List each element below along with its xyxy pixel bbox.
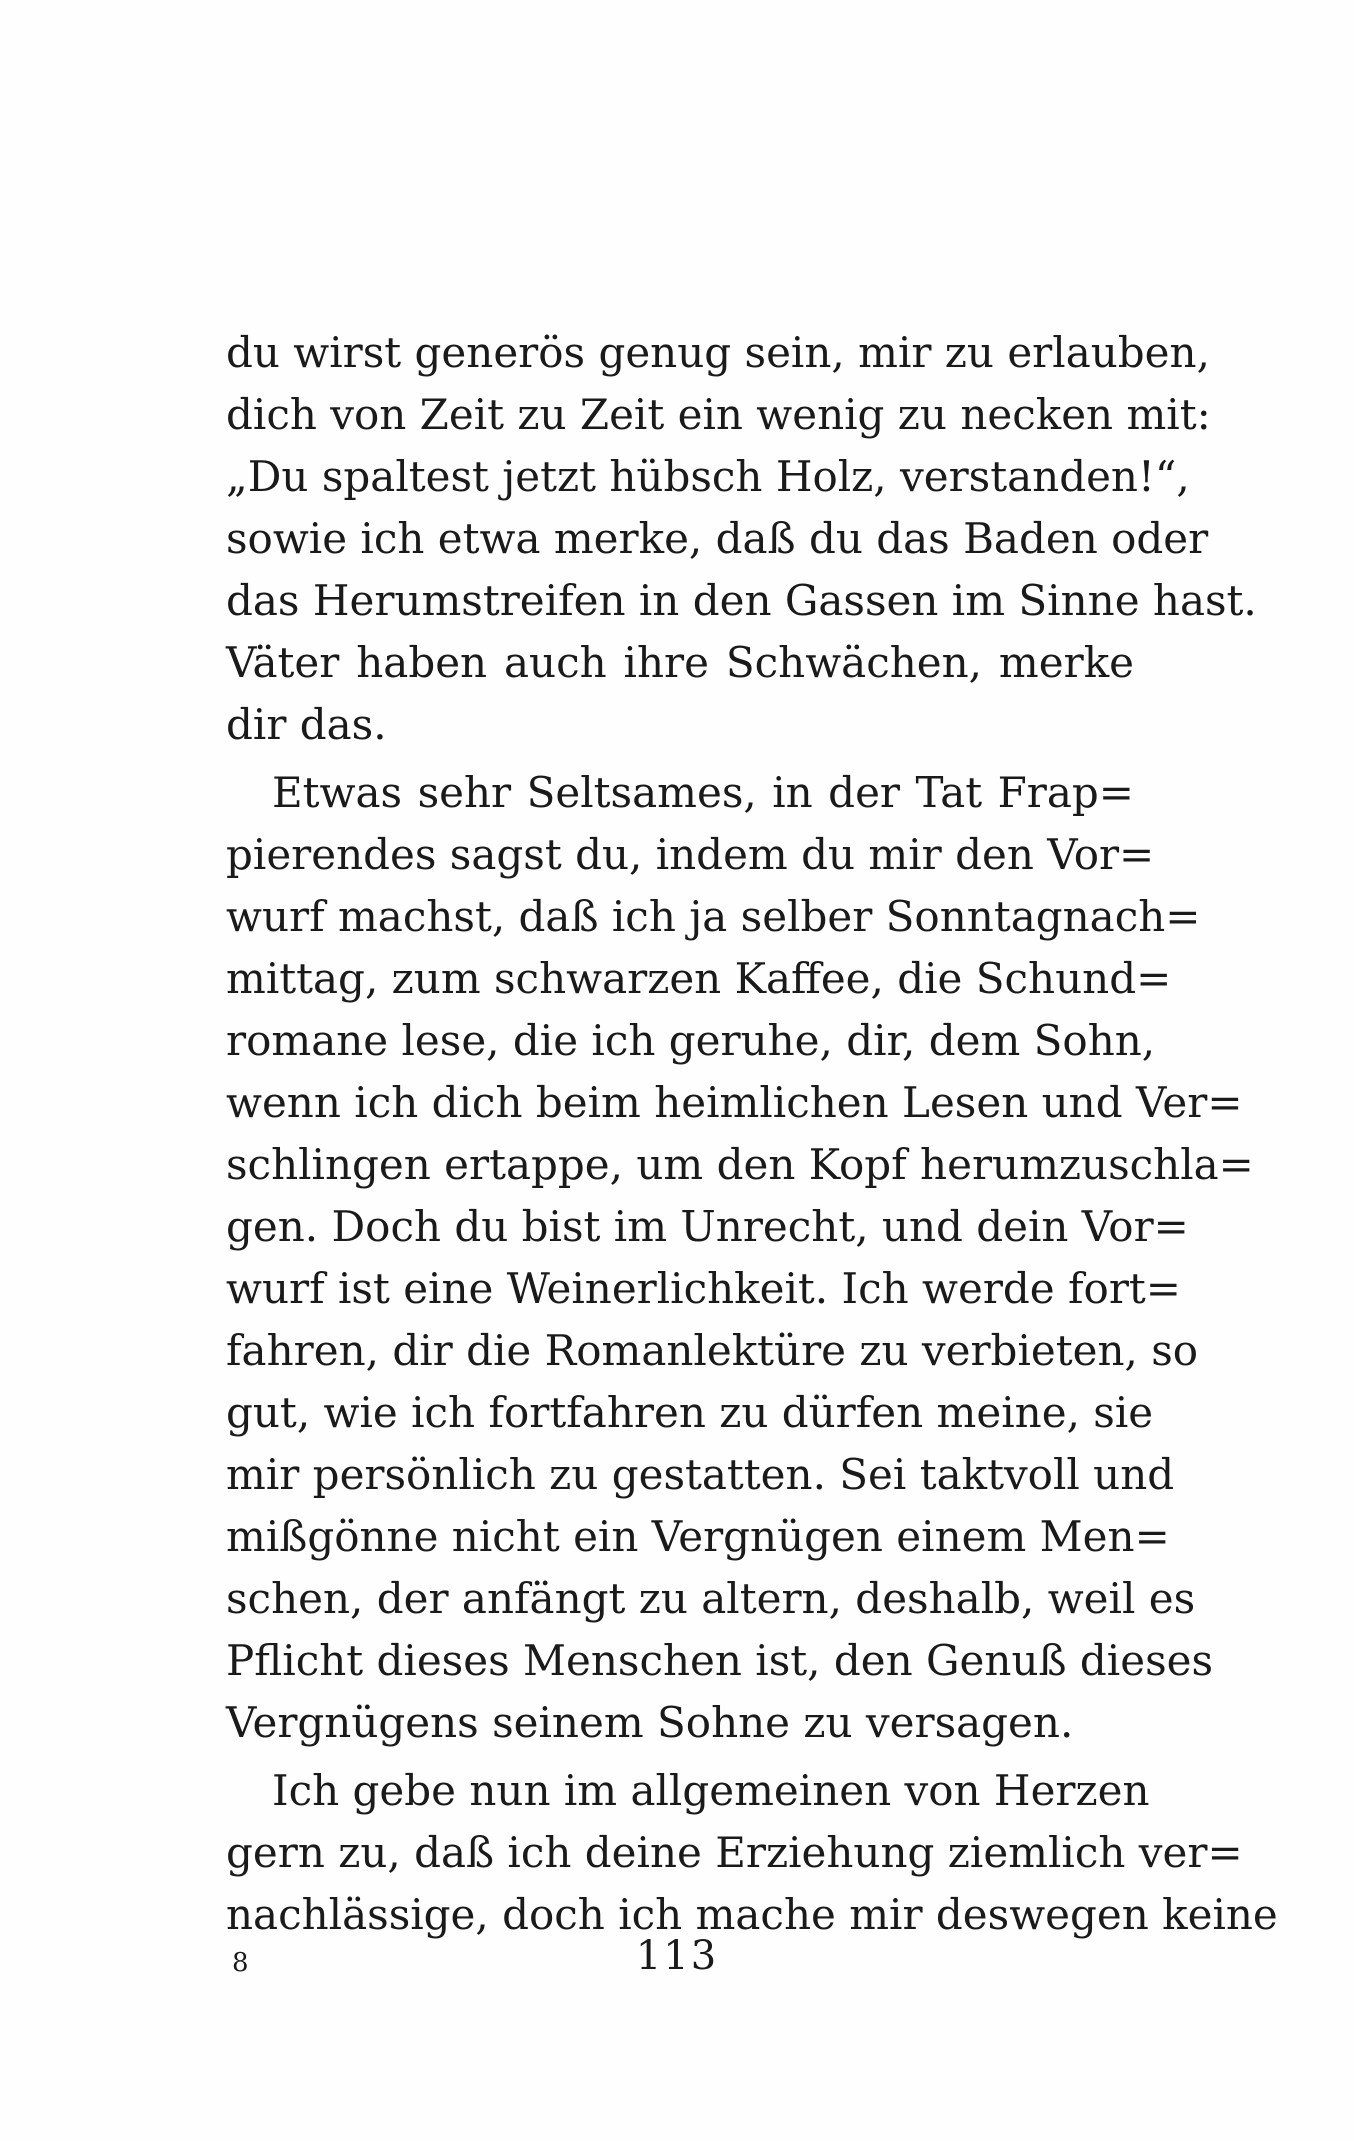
text-line: wurf machst, daß ich ja selber Sonntagnach= <box>226 892 1201 941</box>
text-line: Pflicht dieses Menschen ist, den Genuß dieses <box>226 1636 1214 1685</box>
body-text <box>226 322 1278 1946</box>
text-line: wenn ich dich beim heimlichen Lesen und Ver= <box>226 1078 1243 1127</box>
paragraph <box>226 762 1254 1754</box>
text-line: sowie ich etwa merke, daß du das Baden oder <box>226 514 1209 563</box>
text-line: „Du spaltest jetzt hübsch Holz, verstanden!“, <box>226 452 1190 501</box>
text-line: gut, wie ich fortfahren zu dürfen meine, sie <box>226 1388 1154 1437</box>
text-line: Vergnügens seinem Sohne zu versagen. <box>226 1698 1074 1747</box>
text-line: dir das. <box>226 700 387 749</box>
text-line: nachlässige, doch ich mache mir deswegen keine <box>226 1890 1278 1939</box>
paragraph <box>226 1760 1278 1946</box>
text-line: Etwas sehr Seltsames, in der Tat Frap= <box>272 768 1134 817</box>
text-line: mittag, zum schwarzen Kaffee, die Schund= <box>226 954 1172 1003</box>
signature-mark: 8 <box>232 1948 249 1978</box>
text-line: pierendes sagst du, indem du mir den Vor= <box>226 830 1155 879</box>
paragraph <box>226 322 1257 756</box>
text-line: mir persönlich zu gestatten. Sei taktvoll und <box>226 1450 1175 1499</box>
text-line: gen. Doch du bist im Unrecht, und dein Vor= <box>226 1202 1189 1251</box>
page-number: 113 <box>635 1933 719 1979</box>
text-line: schen, der anfängt zu altern, deshalb, weil es <box>226 1574 1196 1623</box>
text-line: gern zu, daß ich deine Erziehung ziemlich ver= <box>226 1828 1243 1877</box>
text-line: Ich gebe nun im allgemeinen von Herzen <box>272 1766 1150 1815</box>
text-line: das Herumstreifen in den Gassen im Sinne hast. <box>226 576 1257 625</box>
text-line: mißgönne nicht ein Vergnügen einem Men= <box>226 1512 1170 1561</box>
text-line: du wirst generös genug sein, mir zu erlauben, <box>226 328 1210 377</box>
text-line: wurf ist eine Weinerlichkeit. Ich werde fort= <box>226 1264 1181 1313</box>
text-line: schlingen ertappe, um den Kopf herumzuschla= <box>226 1140 1254 1189</box>
text-line: romane lese, die ich geruhe, dir, dem Sohn, <box>226 1016 1156 1065</box>
text-line: Väter haben auch ihre Schwächen, merke <box>226 638 1134 687</box>
text-line: fahren, dir die Romanlektüre zu verbieten, so <box>226 1326 1199 1375</box>
text-line: dich von Zeit zu Zeit ein wenig zu necken mit: <box>226 390 1211 439</box>
